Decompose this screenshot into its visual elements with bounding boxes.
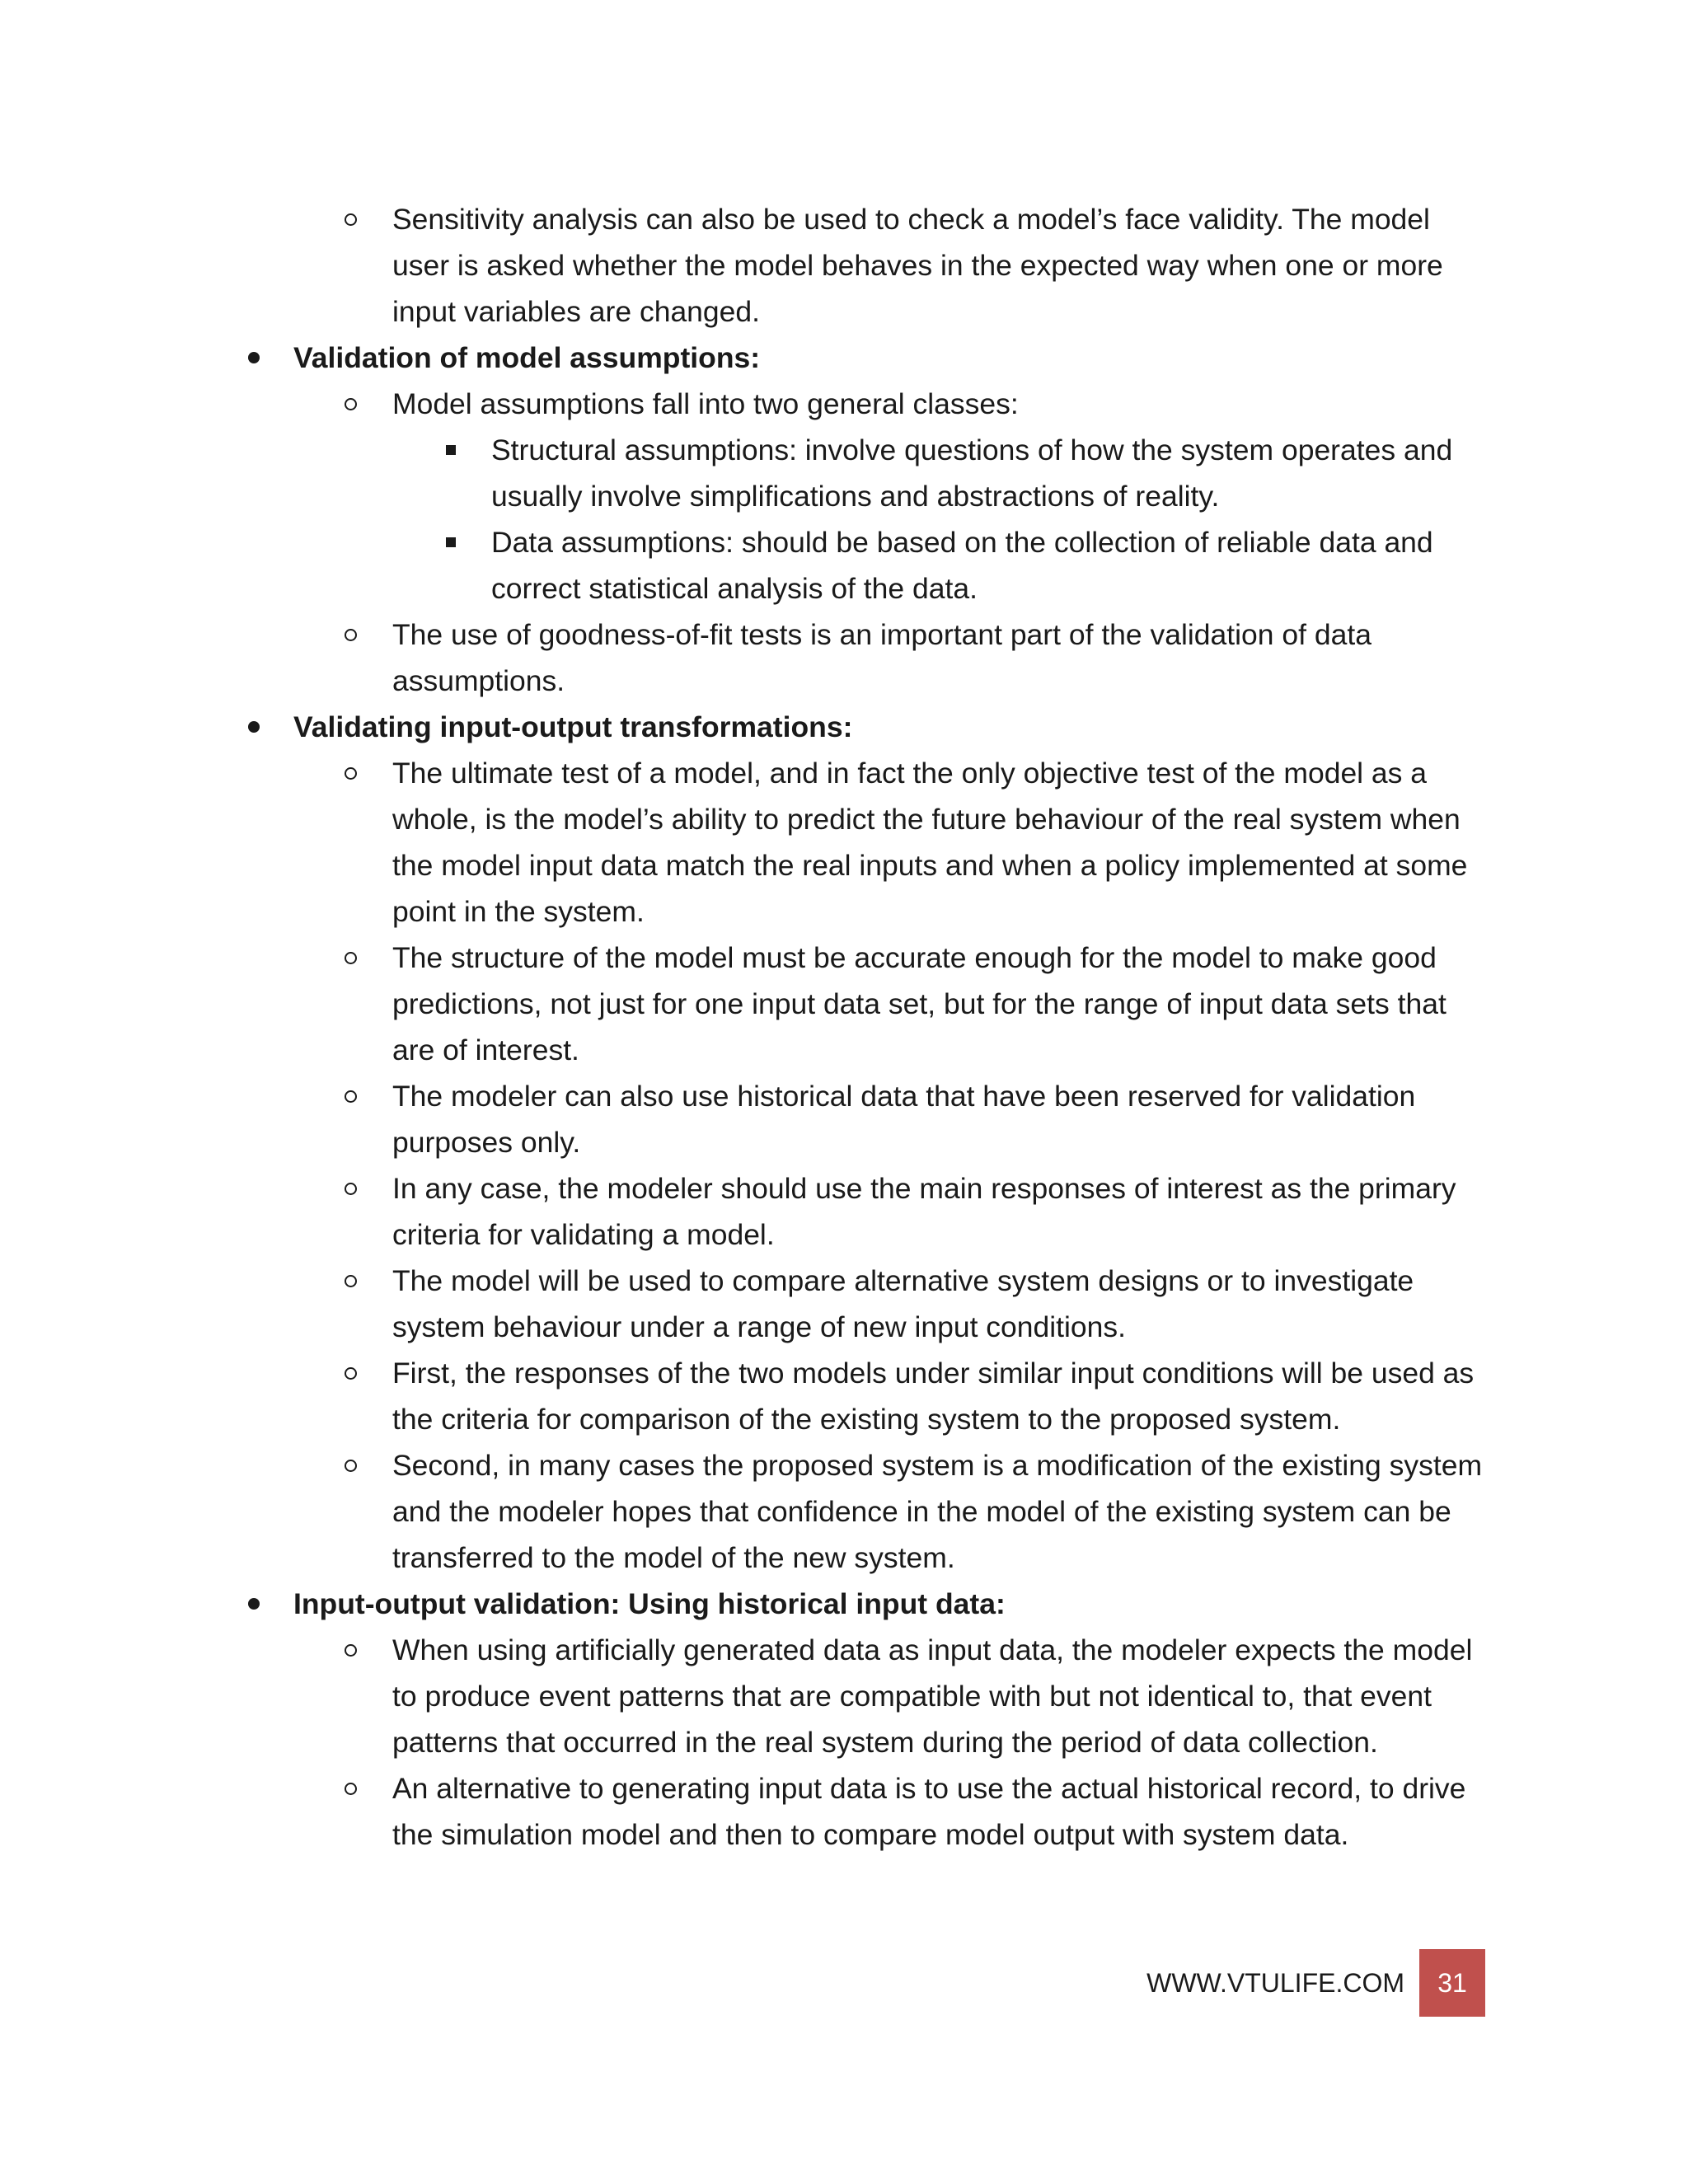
- list-item: [231, 935, 1484, 1073]
- bullet-circle-icon: [338, 1765, 363, 1811]
- page-content: [231, 196, 1484, 1858]
- bullet-circle-icon: [338, 196, 363, 242]
- list-item-text: The modeler can also use historical data that have been reserved for validation purposes only.: [392, 1080, 1416, 1159]
- bullet-circle-icon: [338, 1165, 363, 1212]
- list-item-text: First, the responses of the two models under similar input conditions will be used as the criteria for comparison of the existing system to the proposed system.: [392, 1357, 1475, 1436]
- list-item: [231, 196, 1484, 335]
- list-item: [231, 381, 1484, 427]
- list-item: [231, 612, 1484, 704]
- list-item: [231, 1627, 1484, 1765]
- list-item: [231, 1765, 1484, 1858]
- bullet-circle-icon: [338, 935, 363, 981]
- list-item-text: The ultimate test of a model, and in fact the only objective test of the model as a whole, is the model’s ability to predict the future behaviour of the real system when the model input data match the real inputs and when a policy implemented at some point in the system.: [392, 757, 1468, 928]
- list-item-text: An alternative to generating input data is to use the actual historical record, to drive the simulation model and then to compare model output with system data.: [392, 1772, 1466, 1851]
- list-item: [231, 1165, 1484, 1258]
- list-item-text: Data assumptions: should be based on the collection of reliable data and correct statistical analysis of the data.: [491, 526, 1433, 605]
- bullet-circle-icon: [338, 612, 363, 658]
- bullet-dot-icon: [244, 1581, 264, 1627]
- bullet-square-icon: [441, 427, 461, 473]
- footer-site-text: WWW.VTULIFE.COM: [1146, 1967, 1404, 1998]
- bullet-circle-icon: [338, 1627, 363, 1673]
- list-item: [231, 427, 1484, 519]
- bullet-circle-icon: [338, 1073, 363, 1119]
- list-item-text: Sensitivity analysis can also be used to check a model’s face validity. The model user is asked whether the model behaves in the expected way when one or more input variables are changed.: [392, 203, 1443, 328]
- list-item: [231, 750, 1484, 935]
- page-footer: [1146, 1949, 1485, 2017]
- list-item-text: Validation of model assumptions:: [293, 341, 761, 374]
- list-item-text: The use of goodness-of-fit tests is an important part of the validation of data assumptions.: [392, 618, 1372, 697]
- list-item-text: In any case, the modeler should use the main responses of interest as the primary criteria for validating a model.: [392, 1172, 1456, 1251]
- bullet-circle-icon: [338, 1350, 363, 1396]
- list-item: [231, 1258, 1484, 1350]
- list-item-text: Second, in many cases the proposed system is a modification of the existing system and the modeler hopes that confidence in the model of the existing system can be transferred to the model of the new system.: [392, 1449, 1483, 1574]
- bullet-circle-icon: [338, 1258, 363, 1304]
- list-item-text: Input-output validation: Using historical input data:: [293, 1587, 1006, 1620]
- list-item-text: Model assumptions fall into two general classes:: [392, 387, 1019, 420]
- list-item-text: When using artificially generated data as input data, the modeler expects the model to produce event patterns that are compatible with but not identical to, that event patterns that occurred in the real system during the period of data collection.: [392, 1633, 1473, 1759]
- list-item: [231, 1442, 1484, 1581]
- bullet-circle-icon: [338, 750, 363, 796]
- list-item: [231, 519, 1484, 612]
- list-item-text: Structural assumptions: involve questions of how the system operates and usually involve simplifications and abstractions of reality.: [491, 434, 1453, 513]
- section-heading-item: [231, 704, 1484, 750]
- bullet-circle-icon: [338, 381, 363, 427]
- page-number-badge: 31: [1419, 1949, 1485, 2017]
- bullet-circle-icon: [338, 1442, 363, 1488]
- list-item: [231, 1350, 1484, 1442]
- section-heading-item: [231, 335, 1484, 381]
- bullet-dot-icon: [244, 704, 264, 750]
- list-item: [231, 1073, 1484, 1165]
- bullet-square-icon: [441, 519, 461, 565]
- bullet-dot-icon: [244, 335, 264, 381]
- list-item-text: Validating input-output transformations:: [293, 710, 853, 743]
- list-item-text: The structure of the model must be accurate enough for the model to make good predictions, not just for one input data set, but for the range of input data sets that are of interest.: [392, 941, 1447, 1066]
- list-item-text: The model will be used to compare alternative system designs or to investigate system behaviour under a range of new input conditions.: [392, 1264, 1414, 1343]
- section-heading-item: [231, 1581, 1484, 1627]
